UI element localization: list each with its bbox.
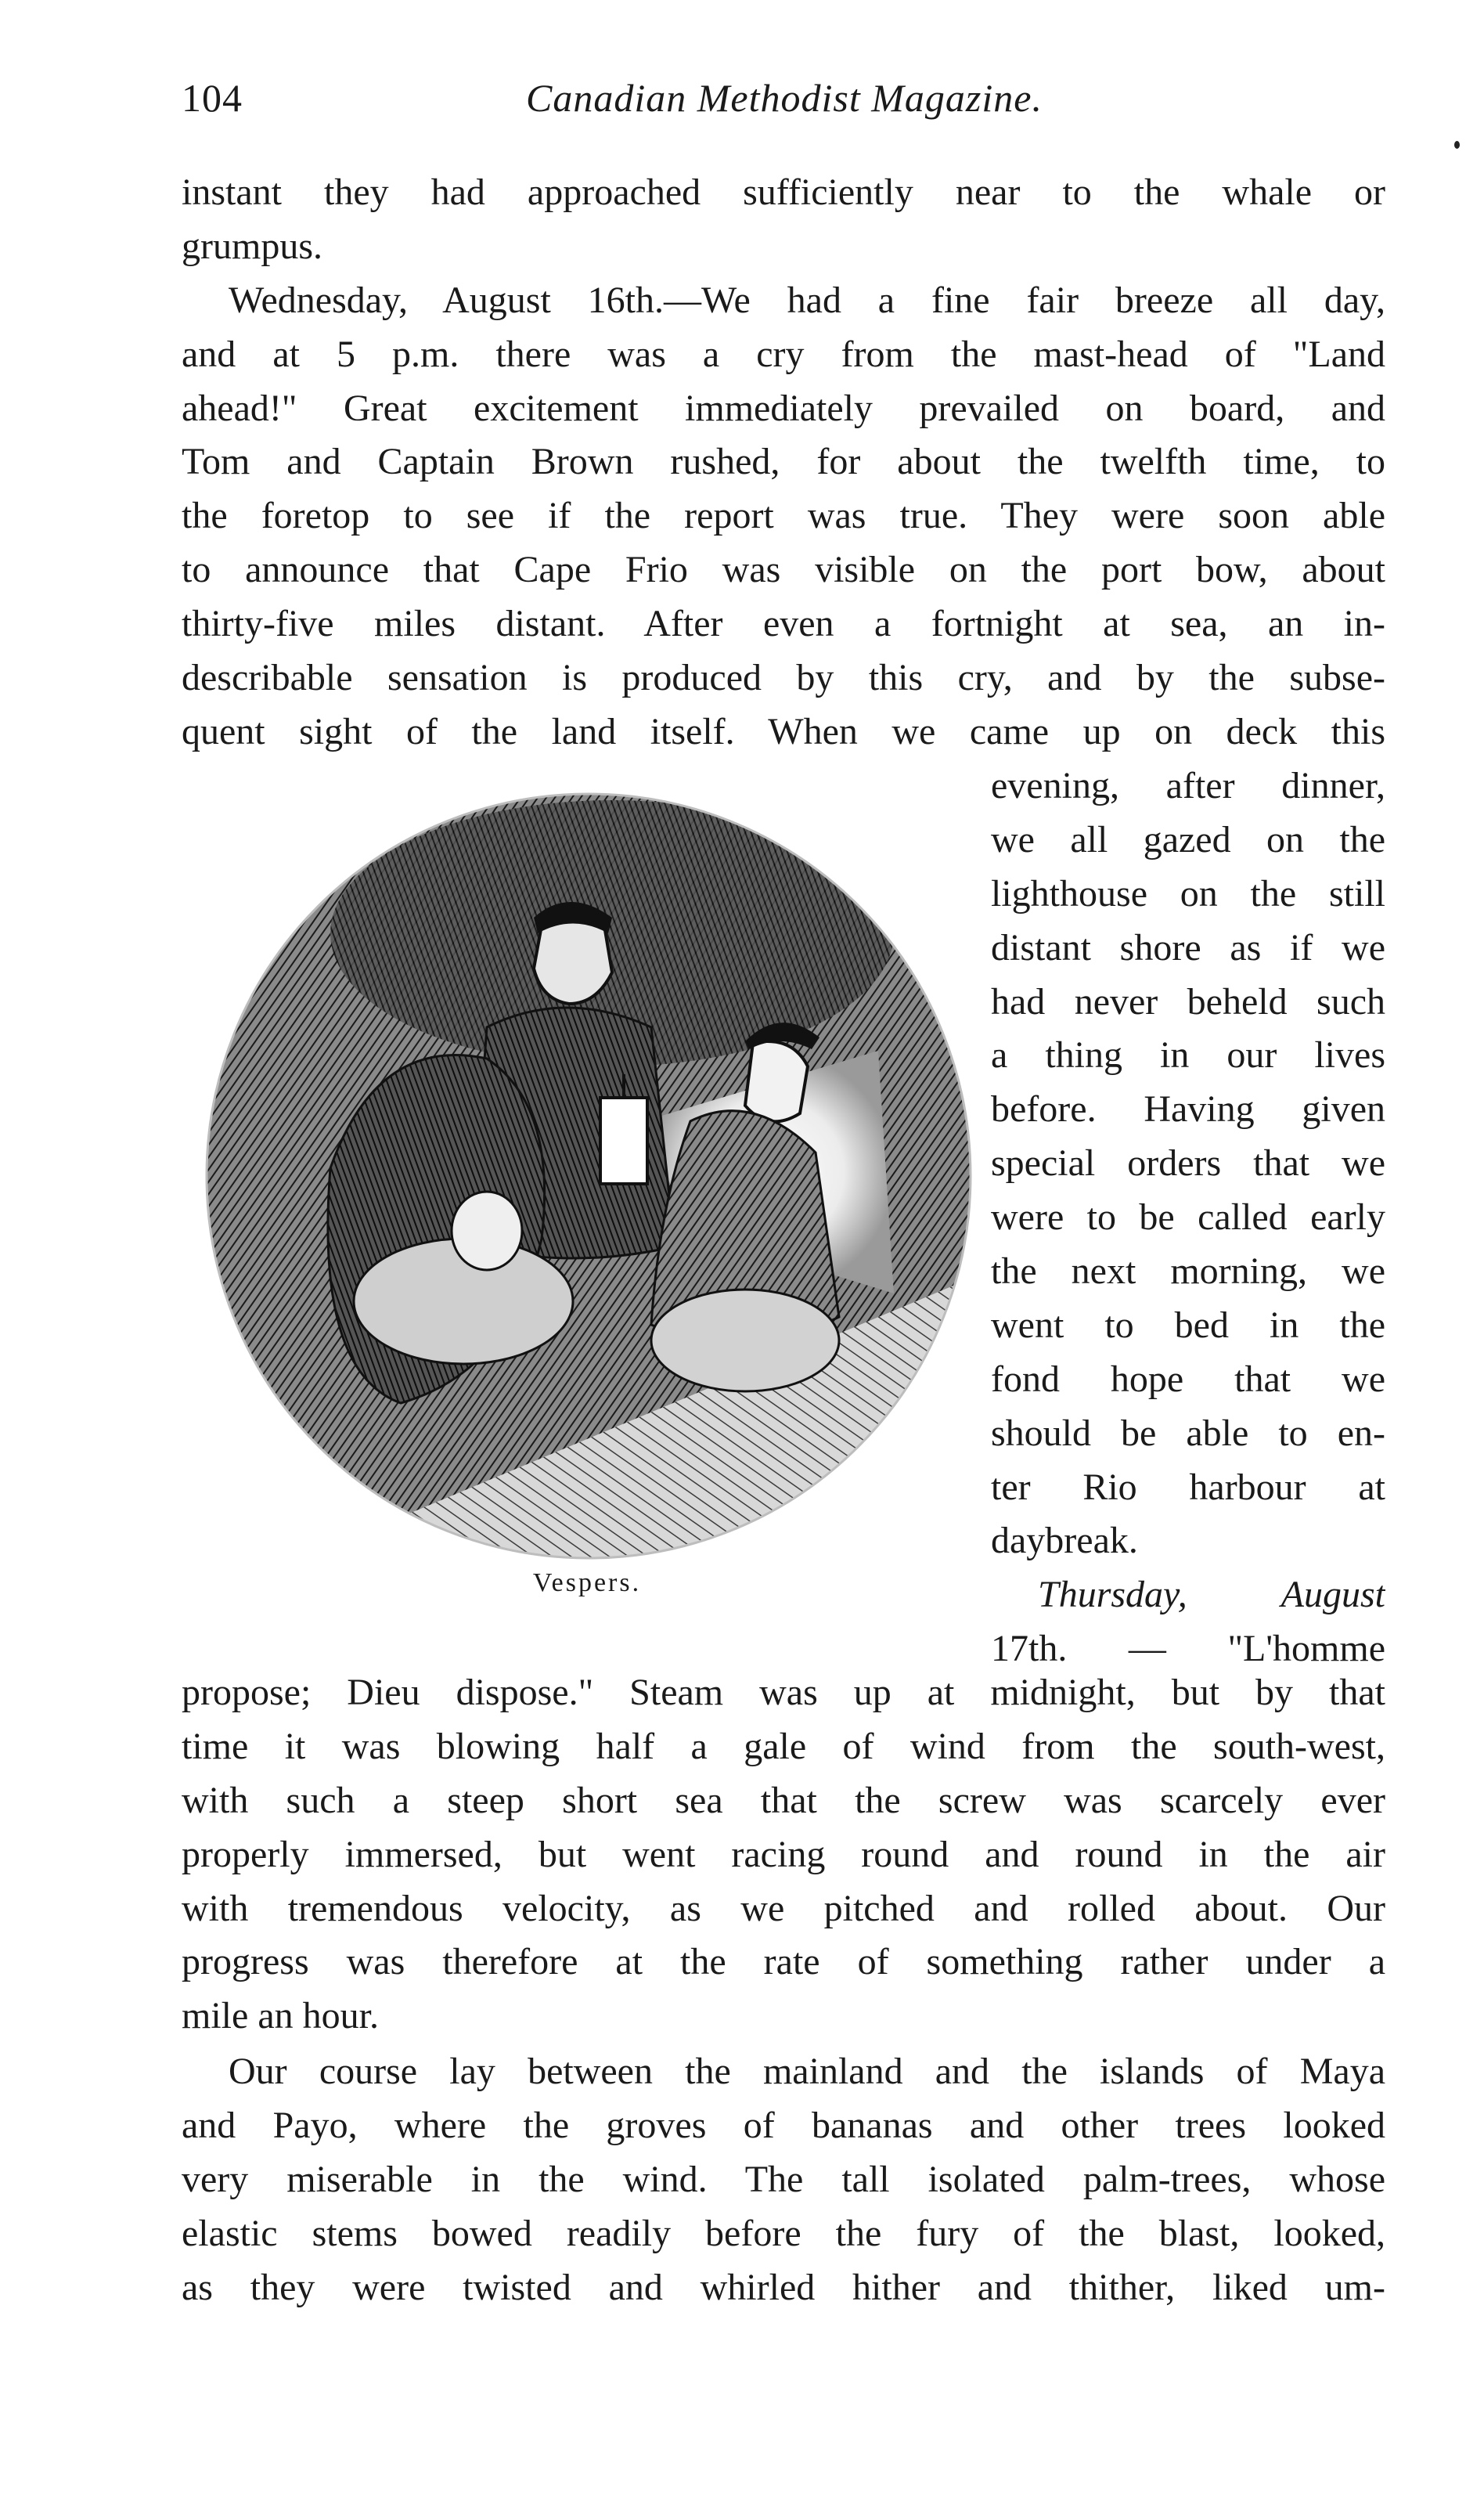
- text-line: progress was therefore at the rate of something rather under a: [182, 1941, 1385, 1983]
- text-line: went to bed in the: [991, 1304, 1385, 1346]
- text-line: were to be called early: [991, 1196, 1385, 1239]
- text-line: should be able to en-: [991, 1412, 1385, 1454]
- text-line: we all gazed on the: [991, 818, 1385, 860]
- running-title: Canadian Methodist Magazine.: [526, 76, 1043, 120]
- text-line: before. Having given: [991, 1088, 1385, 1131]
- text-line: Our course lay between the mainland and the islands of Maya: [229, 2051, 1385, 2092]
- text-line: special orders that we: [991, 1142, 1385, 1185]
- text-line: daybreak.: [991, 1520, 1138, 1562]
- figure-caption: Vespers.: [532, 1568, 642, 1597]
- text-block-2-wrapped: [991, 759, 1385, 1676]
- text-line: to announce that Cape Frio was visible on the port bow, about: [182, 549, 1385, 591]
- text-line: the foretop to see if the report was true. They were soon able: [182, 495, 1385, 537]
- print-speck: [1454, 141, 1460, 149]
- text-block-1: [182, 166, 1385, 759]
- text-line: lighthouse on the still: [991, 872, 1385, 915]
- text-line: the next morning, we: [991, 1250, 1385, 1293]
- text-line: ahead!" Great excitement immediately prevailed on board, and: [182, 387, 1385, 429]
- text-block-4: [182, 2045, 1385, 2314]
- text-line: distant shore as if we: [991, 926, 1385, 969]
- text-line: describable sensation is produced by this cry, and by the subse-: [182, 657, 1385, 699]
- text-line: propose; Dieu dispose." Steam was up at midnight, but by that: [182, 1672, 1385, 1713]
- page-number: 104: [182, 76, 243, 120]
- text-line: Tom and Captain Brown rushed, for about the twelfth time, to: [182, 441, 1385, 483]
- text-line: with tremendous velocity, as we pitched and rolled about. Our: [182, 1887, 1385, 1929]
- text-line: with such a steep short sea that the screw was scarcely ever: [182, 1779, 1385, 1821]
- text-line: thirty-five miles distant. After even a fortnight at sea, an in-: [182, 603, 1385, 645]
- text-line: instant they had approached sufficiently near to the whale or: [182, 171, 1385, 213]
- text-line: Thursday, August: [1038, 1574, 1385, 1616]
- text-line: elastic stems bowed readily before the fury of the blast, looked,: [182, 2212, 1385, 2254]
- vespers-engraving: [205, 792, 972, 1560]
- text-line: grumpus.: [182, 225, 322, 267]
- text-line: very miserable in the wind. The tall isolated palm-trees, whose: [182, 2158, 1385, 2200]
- text-line: a thing in our lives: [991, 1034, 1385, 1077]
- text-line: time it was blowing half a gale of wind from the south-west,: [182, 1725, 1385, 1767]
- text-line: ter Rio harbour at: [991, 1466, 1385, 1508]
- text-line: 17th. — "L'homme: [991, 1628, 1385, 1670]
- text-block-3: [182, 1666, 1385, 2044]
- text-line: quent sight of the land itself. When we came up on deck this: [182, 710, 1385, 752]
- text-line: Wednesday, August 16th.—We had a fine fair breeze all day,: [229, 279, 1385, 321]
- text-line: evening, after dinner,: [991, 765, 1385, 806]
- text-line: had never beheld such: [991, 980, 1385, 1023]
- text-line: fond hope that we: [991, 1358, 1385, 1400]
- page-header: [182, 75, 1387, 138]
- text-line: and Payo, where the groves of bananas and other trees looked: [182, 2104, 1385, 2146]
- text-line: as they were twisted and whirled hither and thither, liked um-: [182, 2266, 1385, 2308]
- text-line: properly immersed, but went racing round and round in the air: [182, 1833, 1385, 1875]
- text-line: mile an hour.: [182, 1995, 379, 2037]
- text-line: and at 5 p.m. there was a cry from the mast-head of "Land: [182, 333, 1385, 375]
